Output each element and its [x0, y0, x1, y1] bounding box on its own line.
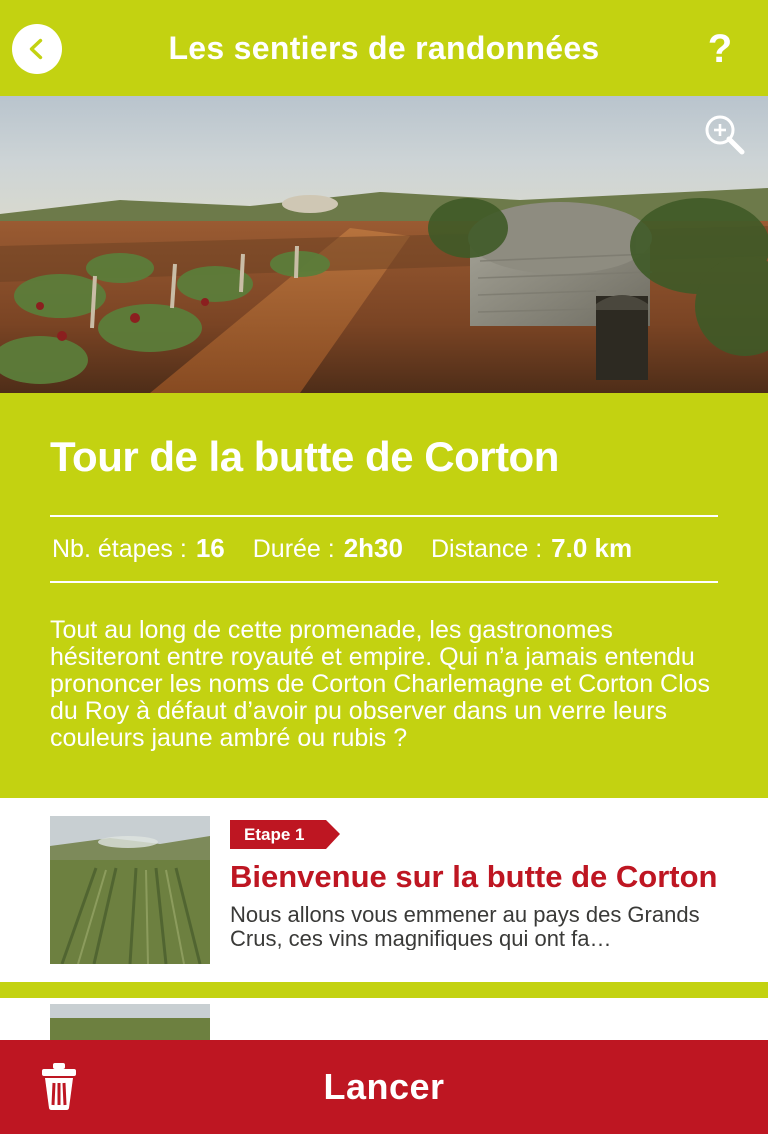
trail-info-panel: [0, 393, 768, 798]
steps-list: [0, 798, 768, 1044]
duration-value: 2h30: [343, 533, 403, 563]
step-thumbnail[interactable]: [50, 816, 210, 964]
duration-label: Durée :: [252, 535, 335, 563]
chevron-left-icon: [24, 36, 50, 62]
list-item[interactable]: [0, 816, 768, 964]
step-title[interactable]: Bienvenue sur la butte de Corton: [230, 859, 718, 894]
step-text: Nous allons vous emmener au pays des Grands Crus, ces vins magnifiques qui ont fa…: [230, 902, 700, 951]
trail-description: Tout au long de cette promenade, les gastronomes hésiteront entre royauté et empire. Qui n’a jamais entendu prononcer les noms de Corton Charlemagne et Corton Clos du Roy à défaut d’avoir pu observer dans un verre leurs couleurs jaune ambré ou rubis ?: [50, 616, 711, 752]
vineyard-thumb-illustration: [50, 1004, 210, 1044]
magnifier-plus-icon[interactable]: [694, 104, 754, 164]
back-button[interactable]: [12, 24, 62, 74]
header: [0, 0, 768, 96]
hero-image[interactable]: [0, 96, 768, 393]
trail-title: Tour de la butte de Corton: [50, 433, 559, 480]
step-body: [230, 816, 718, 950]
step-body: [230, 1004, 718, 1008]
delete-button[interactable]: [33, 1060, 85, 1116]
page-title: Les sentiers de randonnées: [168, 29, 600, 66]
step-badge: Etape 1: [230, 820, 326, 849]
steps-divider: [0, 982, 768, 998]
bottom-action-bar[interactable]: [0, 1040, 768, 1134]
steps-value: 16: [195, 533, 225, 563]
list-item[interactable]: [0, 1004, 768, 1044]
hero-illustration: [0, 96, 768, 393]
distance-value: 7.0 km: [551, 533, 633, 563]
steps-label: Nb. étapes :: [52, 535, 187, 563]
step-thumbnail[interactable]: [50, 1004, 210, 1044]
launch-button-label[interactable]: Lancer: [323, 1066, 445, 1107]
help-button[interactable]: ?: [707, 27, 733, 71]
trail-stats: [50, 515, 718, 583]
distance-label: Distance :: [430, 535, 543, 563]
vineyard-thumb-illustration: [50, 816, 210, 964]
trash-icon: [36, 1061, 82, 1116]
